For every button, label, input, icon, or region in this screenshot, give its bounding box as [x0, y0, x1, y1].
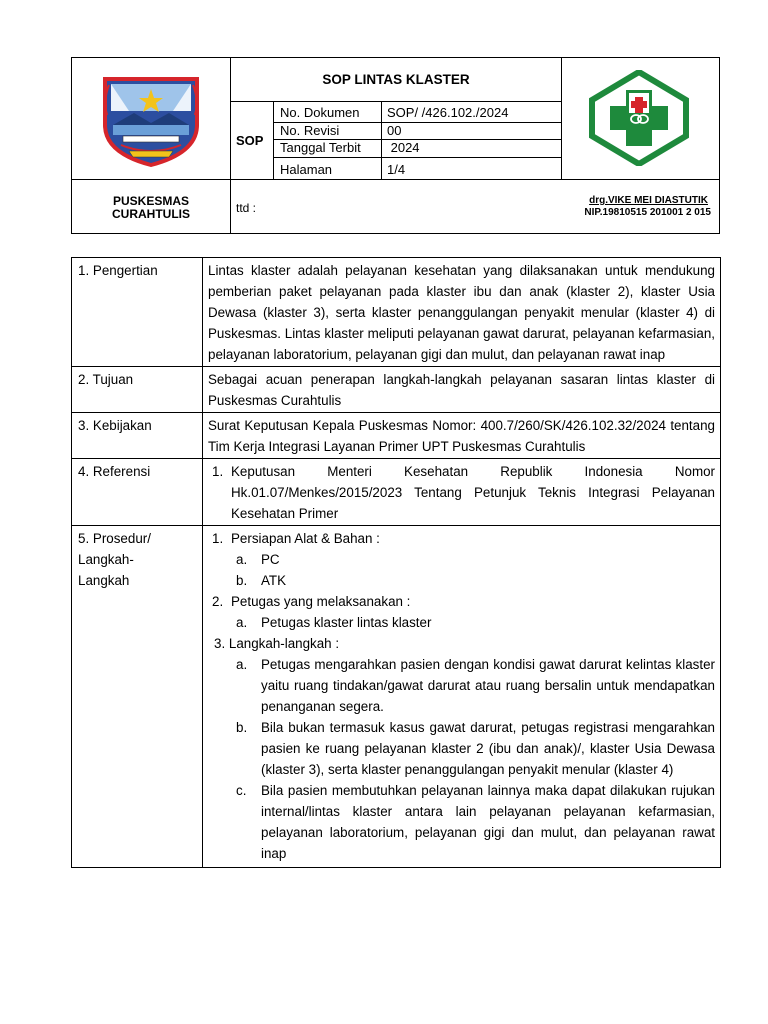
prosedur-item-2a-marker: a.: [236, 615, 248, 630]
row-referensi: [72, 459, 721, 526]
prosedur-item-3c-marker: c.: [236, 783, 247, 798]
prosedur-item-3a-marker: a.: [236, 657, 248, 672]
prosedur-item-1b-text: ATK: [261, 573, 287, 588]
referensi-item-1: [208, 461, 715, 524]
sop-content-table: [71, 257, 721, 868]
prosedur-item-1b: [208, 570, 715, 591]
field-label-halaman: Halaman: [280, 162, 333, 177]
document-title: SOP LINTAS KLASTER: [322, 72, 470, 87]
label-prosedur: [72, 526, 203, 868]
prosedur-item-1a: [208, 549, 715, 570]
row-prosedur: [72, 526, 721, 868]
field-label-no-dokumen: No. Dokumen: [280, 105, 360, 120]
sop-label: SOP: [236, 133, 264, 148]
row-pengertian: [72, 258, 721, 367]
text-tujuan: Sebagai acuan penerapan langkah-langkah pelayanan sasaran lintas klaster di Puskesmas Curahtulis: [203, 367, 721, 413]
document-header: [71, 57, 720, 234]
label-kebijakan: 3. Kebijakan: [72, 413, 203, 459]
prosedur-item-3: [208, 633, 715, 654]
cell-prosedur: [203, 526, 721, 868]
prosedur-item-2-text: Petugas yang melaksanakan :: [231, 594, 411, 609]
prosedur-item-3b: [208, 717, 715, 780]
signature-label: ttd :: [236, 201, 257, 215]
puskesmas-logo: [588, 70, 690, 166]
text-pengertian: Lintas klaster adalah pelayanan kesehatan yang dilaksanakan untuk mendukung pemberian paket pelayanan pada klaster ibu dan anak (klaster 2), klaster Usia Dewasa (klaster 3), serta klaster penanggulangan penyakit menular (klaster 4) di Puskesmas. Lintas klaster meliputi pelayanan gawat darurat, pelayanan kefarmasian, pelayanan laboratorium, pelayanan gigi dan mulut, dan pelayanan rawat inap: [203, 258, 721, 367]
prosedur-item-2a: [208, 612, 715, 633]
label-referensi: 4. Referensi: [72, 459, 203, 526]
label-prosedur-line3: Langkah: [78, 573, 130, 588]
prosedur-item-3b-text: Bila bukan termasuk kasus gawat darurat, petugas registrasi mengarahkan pasien ke ruang pelayanan klaster 2 (ibu dan anak)/, klaster Usia Dewasa (klaster 3), serta klaster penanggulangan penyakit menular (klaster 4): [261, 720, 715, 777]
prosedur-item-3b-marker: b.: [236, 720, 248, 735]
row-kebijakan: [72, 413, 721, 459]
prosedur-item-3c: [208, 780, 715, 864]
field-value-no-revisi: 00: [387, 123, 402, 138]
prosedur-item-1a-marker: a.: [236, 552, 248, 567]
prosedur-item-3a-text: Petugas mengarahkan pasien dengan kondisi gawat darurat kelintas klaster yaitu ruang tindakan/gawat darurat atau ruang bersalin untuk mendapatkan penanganan segera.: [261, 657, 715, 714]
prosedur-item-1b-marker: b.: [236, 573, 248, 588]
signer-nip: NIP.19810515 201001 2 015: [584, 207, 711, 218]
label-prosedur-line1: 5. Prosedur/: [78, 531, 151, 546]
prosedur-item-1-text: Persiapan Alat & Bahan :: [231, 531, 380, 546]
label-prosedur-line2: Langkah-: [78, 552, 134, 567]
row-tujuan: [72, 367, 721, 413]
prosedur-item-2: [208, 591, 715, 612]
label-pengertian: 1. Pengertian: [72, 258, 203, 367]
signer-name: drg.VIKE MEI DIASTUTIK: [589, 195, 708, 206]
org-name-line2: CURAHTULIS: [112, 207, 190, 221]
field-value-halaman: 1/4: [387, 162, 406, 177]
prosedur-item-3-heading: 3. Langkah-langkah :: [214, 636, 340, 651]
cell-referensi: [203, 459, 721, 526]
prosedur-item-3a: [208, 654, 715, 717]
org-name-line1: PUSKESMAS: [112, 194, 189, 208]
prosedur-item-1-number: 1.: [212, 531, 224, 546]
label-tujuan: 2. Tujuan: [72, 367, 203, 413]
prosedur-item-3c-text: Bila pasien membutuhkan pelayanan lainnya maka dapat dilakukan rujukan internal/lintas klaster antara lain pelayanan pelayanan kefarmasian, pelayanan laboratorium, pelayanan gigi dan mulut, dan pelayanan rawat inap: [261, 783, 715, 861]
field-value-no-dokumen: SOP/ /426.102./2024: [387, 105, 509, 120]
referensi-item-1-number: 1.: [212, 464, 224, 479]
field-value-tanggal-terbit: 2024: [387, 140, 420, 155]
field-label-no-revisi: No. Revisi: [280, 123, 340, 138]
referensi-item-1-text: Keputusan Menteri Kesehatan Republik Indonesia Nomor Hk.01.07/Menkes/2015/2023 Tentang Petunjuk Teknis Integrasi Pelayanan Kesehatan Primer: [231, 464, 715, 521]
prosedur-item-2-number: 2.: [212, 594, 224, 609]
regional-emblem-logo: [99, 75, 203, 167]
field-label-tanggal-terbit: Tanggal Terbit: [280, 140, 361, 155]
prosedur-item-1a-text: PC: [261, 552, 280, 567]
prosedur-item-1: [208, 528, 715, 549]
text-kebijakan: Surat Keputusan Kepala Puskesmas Nomor: 400.7/260/SK/426.102.32/2024 tentang Tim Kerja Integrasi Layanan Primer UPT Puskesmas Curahtulis: [203, 413, 721, 459]
prosedur-item-2a-text: Petugas klaster lintas klaster: [261, 615, 432, 630]
